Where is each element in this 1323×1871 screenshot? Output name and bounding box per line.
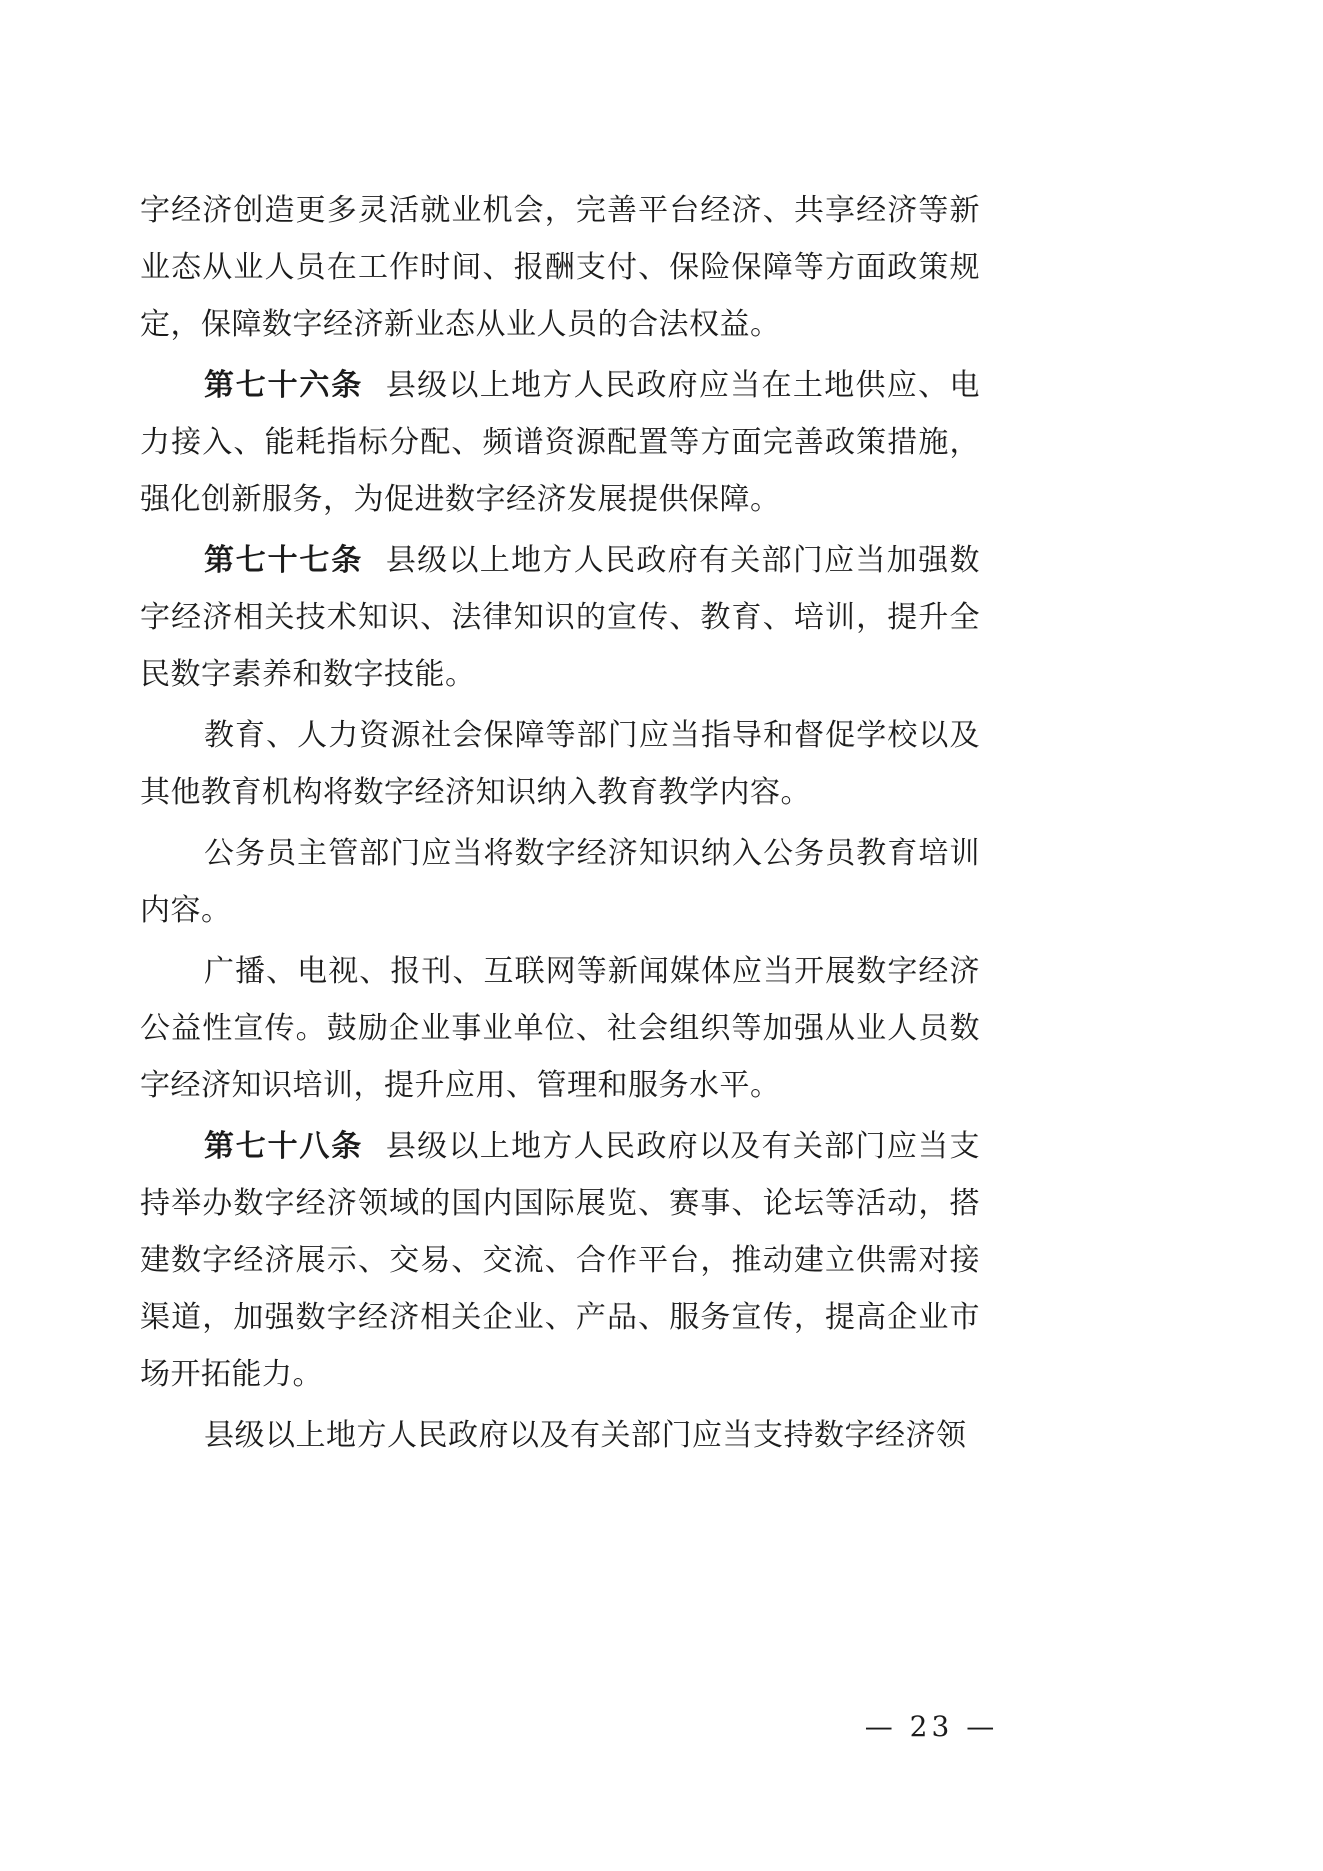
paragraph-text: 公务员主管部门应当将数字经济知识纳入公务员教育培训内容。 bbox=[140, 836, 980, 928]
paragraph-text: 县级以上地方人民政府应当在土地供应、电力接入、能耗指标分配、频谱资源配置等方面完善政策措施，强化创新服务，为促进数字经济发展提供保障。 bbox=[140, 368, 980, 517]
paragraph-text: 字经济创造更多灵活就业机会，完善平台经济、共享经济等新业态从业人员在工作时间、报酬支付、保险保障等方面政策规定，保障数字经济新业态从业人员的合法权益。 bbox=[140, 193, 980, 342]
paragraph-text: 教育、人力资源社会保障等部门应当指导和督促学校以及其他教育机构将数字经济知识纳入教育教学内容。 bbox=[140, 718, 980, 810]
paragraph bbox=[140, 825, 980, 939]
paragraph bbox=[140, 1118, 980, 1403]
article-label: 第七十七条 bbox=[204, 543, 364, 578]
paragraph-text: 县级以上地方人民政府以及有关部门应当支持数字经济领 bbox=[204, 1418, 967, 1453]
paragraph bbox=[140, 707, 980, 821]
page-body bbox=[140, 182, 980, 1468]
paragraph bbox=[140, 182, 980, 353]
paragraph-text: 县级以上地方人民政府有关部门应当加强数字经济相关技术知识、法律知识的宣传、教育、培训，提升全民数字素养和数字技能。 bbox=[140, 543, 980, 692]
article-label: 第七十八条 bbox=[204, 1129, 364, 1164]
paragraph bbox=[140, 357, 980, 528]
article-label: 第七十六条 bbox=[204, 368, 364, 403]
paragraph-text: 广播、电视、报刊、互联网等新闻媒体应当开展数字经济公益性宣传。鼓励企业事业单位、社会组织等加强从业人员数字经济知识培训，提升应用、管理和服务水平。 bbox=[140, 954, 980, 1103]
paragraph bbox=[140, 1407, 980, 1464]
page-number: — 23 — bbox=[864, 1710, 999, 1743]
paragraph bbox=[140, 943, 980, 1114]
paragraph-text: 县级以上地方人民政府以及有关部门应当支持举办数字经济领域的国内国际展览、赛事、论坛等活动，搭建数字经济展示、交易、交流、合作平台，推动建立供需对接渠道，加强数字经济相关企业、产品、服务宣传，提高企业市场开拓能力。 bbox=[140, 1129, 980, 1392]
paragraph bbox=[140, 532, 980, 703]
